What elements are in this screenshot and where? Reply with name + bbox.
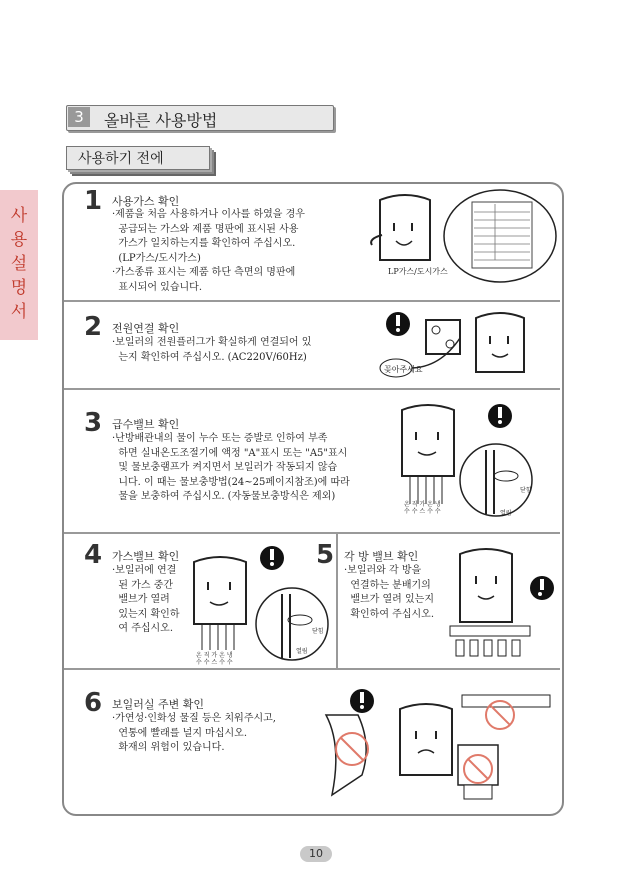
- distributor-illustration: [450, 540, 560, 670]
- step-title: 전원연결 확인: [112, 322, 180, 335]
- step-title: 보일러실 주변 확인: [112, 698, 205, 711]
- step-number: 5: [316, 540, 335, 570]
- side-tab-char: 서: [10, 302, 28, 322]
- pipe-labels: 온 직 가 온 냉 수 수 스 수 수: [196, 652, 233, 666]
- power-plug-illustration: [380, 308, 550, 388]
- subsection-title: 사용하기 전에: [78, 151, 164, 167]
- valve-open-label: 열림: [296, 648, 308, 655]
- divider: [64, 300, 560, 302]
- side-tab-char: 사: [10, 206, 28, 226]
- step-number: 6: [84, 688, 103, 718]
- step-number: 4: [84, 540, 103, 570]
- step-number: 2: [84, 312, 103, 342]
- step-text: ·난방배관내의 물이 누수 또는 증발로 인하여 부족 하면 실내온도조절기에 액정 "A"표시 또는 "A5"표시 및 물보충램프가 켜지면서 보일러가 작동되지 않습 니다. 이 때는 물보충방법(24~25페이지참조)에 따라 물을 보충하여 주십시오. (자동물보충방식은 제외): [112, 433, 350, 503]
- step-number: 1: [84, 186, 103, 216]
- divider: [64, 388, 560, 390]
- valve-close-label: 닫힘: [312, 628, 324, 635]
- step-text: ·보일러에 연결 된 가스 중간 밸브가 열려 있는지 확인하 여 주십시오.: [112, 565, 180, 635]
- step-text: ·제품을 처음 사용하거나 이사를 하였을 경우 공급되는 가스와 제품 명판에 표시된 사용 가스가 일치하는지를 확인하여 주십시오. (LP가스/도시가스) ·가스종류 표시는 제품 하단 측면의 명판에 표시되어 있습니다.: [112, 209, 305, 293]
- step-text: ·보일러의 전원플러그가 확실하게 연결되어 있 는지 확인하여 주십시오. (AC220V/60Hz): [112, 337, 312, 363]
- side-tab-char: 명: [10, 278, 28, 298]
- section-number: 3: [68, 107, 90, 127]
- step-text: ·가연성·인화성 물질 등은 치워주시고, 연통에 빨래를 널지 마십시오. 화재의 위험이 있습니다.: [112, 713, 276, 754]
- step-number: 3: [84, 408, 103, 438]
- step-title: 급수밸브 확인: [112, 418, 180, 431]
- step-title: 가스밸브 확인: [112, 550, 180, 563]
- side-tab-char: 설: [10, 254, 28, 274]
- side-tab: [0, 190, 38, 340]
- step-title: 사용가스 확인: [112, 195, 180, 208]
- divider: [336, 534, 338, 668]
- nameplate-callout: [440, 188, 555, 286]
- side-tab-char: 용: [10, 230, 28, 250]
- step-text: ·보일러와 각 방을 연결하는 분배기의 밸브가 열려 있는지 확인하여 주십시오.: [344, 565, 434, 620]
- plug-caption: 꽂아주세요: [384, 365, 423, 374]
- side-tab-label: [0, 190, 38, 324]
- gas-type-caption: LP가스/도시가스: [388, 267, 448, 276]
- page-number: 10: [300, 846, 332, 862]
- valve-open-label: 열림: [500, 510, 512, 517]
- section-title: 올바른 사용방법: [104, 111, 218, 130]
- step-title: 각 방 밸브 확인: [344, 550, 419, 563]
- boiler-room-illustration: [322, 685, 552, 805]
- pipe-labels: 온 직 가 온 냉 수 수 스 수 수: [404, 501, 441, 515]
- divider: [64, 532, 560, 534]
- valve-close-label: 닫힘: [520, 487, 532, 494]
